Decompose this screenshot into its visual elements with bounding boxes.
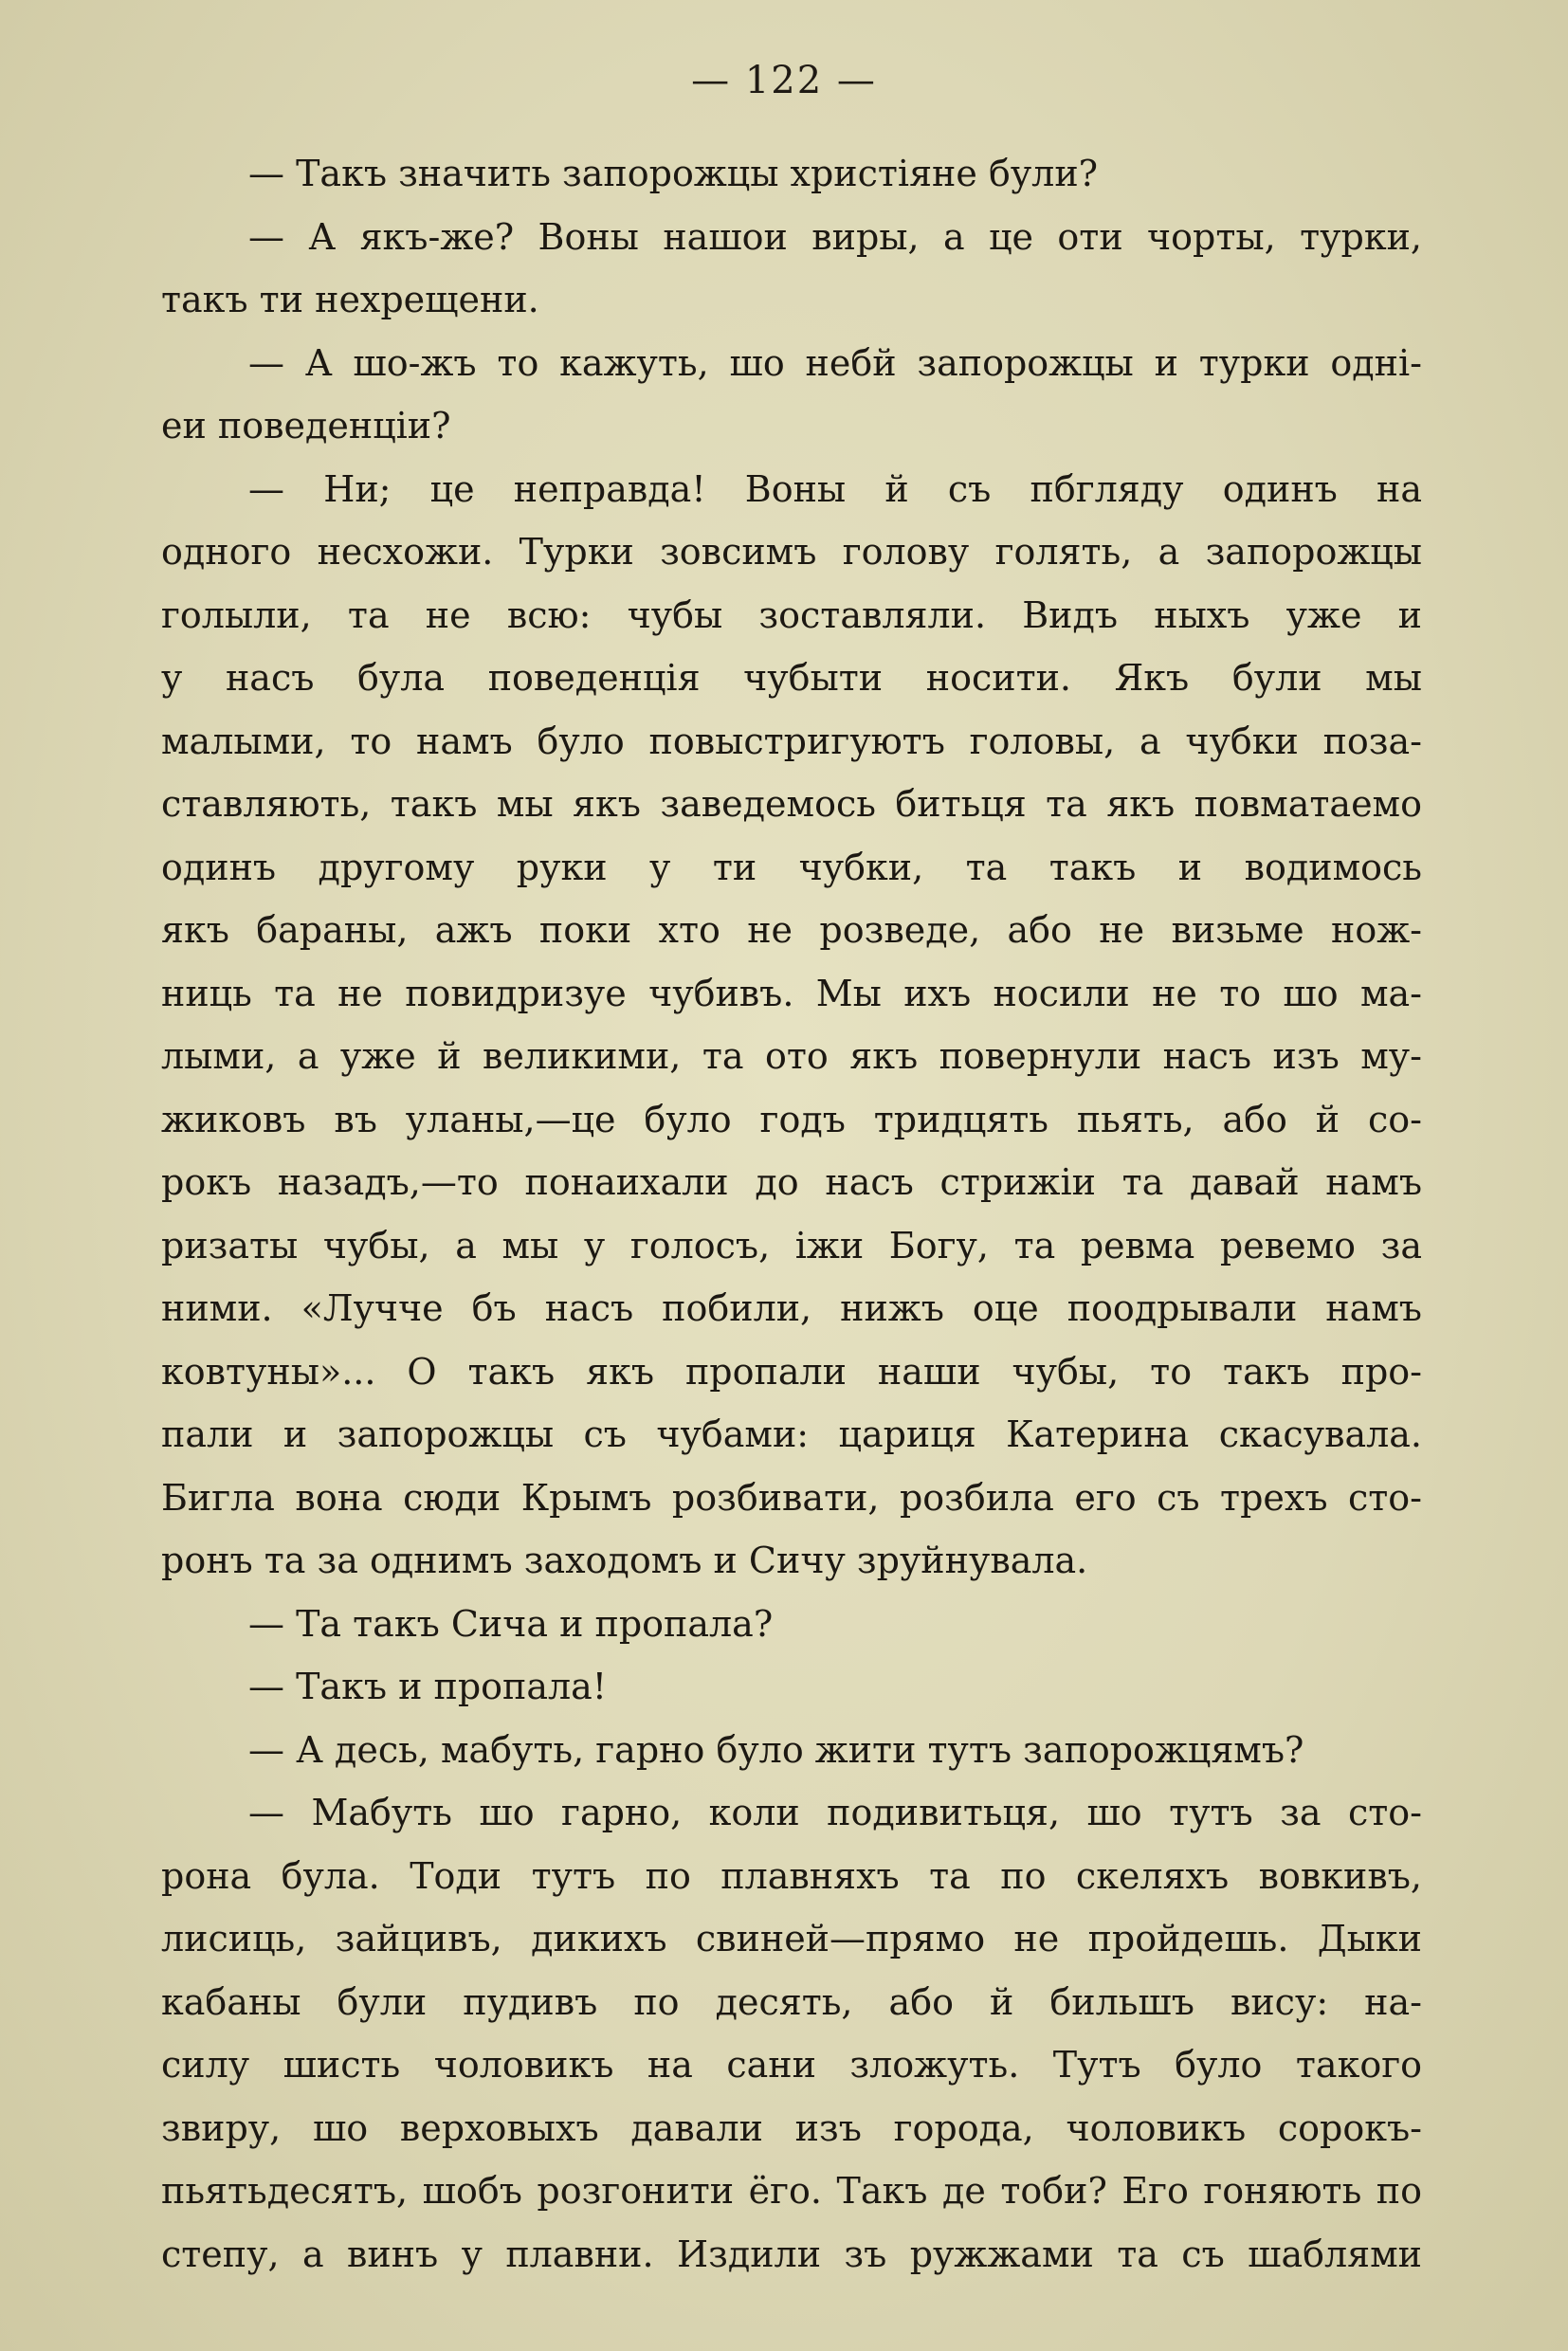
text-line: у насъ була поведенцiя чубыти носити. Якъ були мы	[161, 657, 1422, 699]
text-line: лисиць, зайцивъ, дикихъ свиней—прямо не пройдешь. Дыки	[161, 1918, 1422, 1959]
page-number: — 122 —	[691, 59, 877, 102]
text-line: — А якъ-же? Воны нашои виры, а це оти чорты, турки,	[248, 215, 1422, 258]
text-line: лыми, а уже й великими, та ото якъ повернули насъ изъ му-	[161, 1035, 1422, 1077]
text-line: ними. «Лучче бъ насъ побили, нижъ оце поодрывали намъ	[161, 1287, 1422, 1329]
text-line: малыми, то намъ було повыстригуютъ головы, а чубки поза-	[161, 720, 1422, 762]
text-line: еи поведенцiи?	[161, 405, 451, 447]
text-line: пали и запорожцы съ чубами: цариця Катерина скасувала.	[161, 1413, 1422, 1455]
text-line: звиру, шо верховыхъ давали изъ города, чоловикъ сорокъ-	[161, 2106, 1422, 2149]
text-line: рокъ назадъ,—то понаихали до насъ стрижiи та давай намъ	[161, 1161, 1422, 1203]
text-line: — Такъ и пропала!	[248, 1666, 608, 1707]
text-line: — А шо-жъ то кажуть, шо небй запорожцы и турки однi-	[248, 341, 1422, 384]
text-line: одного несхожи. Турки зовсимъ голову голять, а запорожцы	[161, 531, 1422, 573]
text-line: рона була. Тоди тутъ по плавняхъ та по скеляхъ вовкивъ,	[161, 1854, 1422, 1897]
text-line: — Та такъ Сича и пропала?	[248, 1602, 774, 1645]
text-line: ставляють, такъ мы якъ заведемось битьця та якъ повматаемо	[161, 783, 1422, 825]
text-line: якъ бараны, ажъ поки хто не розведе, або не визьме нож-	[161, 909, 1422, 951]
text-line: ковтуны»... О такъ якъ пропали наши чубы, то такъ про-	[161, 1350, 1422, 1393]
text-line: — А десь, мабуть, гарно було жити тутъ запорожцямъ?	[248, 1728, 1304, 1771]
text-line: голыли, та не всю: чубы зоставляли. Видъ ныхъ уже и	[161, 593, 1422, 636]
text-line: такъ ти нехрещени.	[161, 279, 539, 320]
text-line: Бигла вона сюди Крымъ розбивати, розбила его съ трехъ сто-	[161, 1476, 1422, 1519]
text-line: — Ни; це неправда! Воны й съ пбгляду одинъ на	[248, 467, 1422, 510]
text-line: — Такъ значить запорожцы христiяне були?	[248, 153, 1099, 194]
text-line: силу шисть чоловикъ на сани зложуть. Тутъ було такого	[161, 2044, 1422, 2086]
text-line: пьятьдесятъ, шобъ розгонити ёго. Такъ де тоби? Его гоняють по	[161, 2170, 1422, 2212]
text-line: степу, а винъ у плавни. Издили зъ ружжами та съ шаблями	[161, 2233, 1422, 2275]
text-line: — Мабуть шо гарно, коли подивитьця, шо тутъ за сто-	[248, 1792, 1422, 1833]
text-line: ронъ та за однимъ заходомъ и Сичу зруйнувала.	[161, 1540, 1088, 1581]
text-line: кабаны були пудивъ по десять, або й бильшъ вису: на-	[161, 1980, 1422, 2023]
page-text	[161, 142, 1422, 2286]
text-line: ниць та не повидризуе чубивъ. Мы ихъ носили не то шо ма-	[161, 972, 1422, 1014]
text-line: одинъ другому руки у ти чубки, та такъ и водимось	[161, 846, 1422, 888]
text-line: жиковъ въ уланы,—це було годъ тридцять пьять, або й со-	[161, 1098, 1422, 1140]
text-line: ризаты чубы, а мы у голосъ, iжи Богу, та ревма ревемо за	[161, 1224, 1422, 1267]
